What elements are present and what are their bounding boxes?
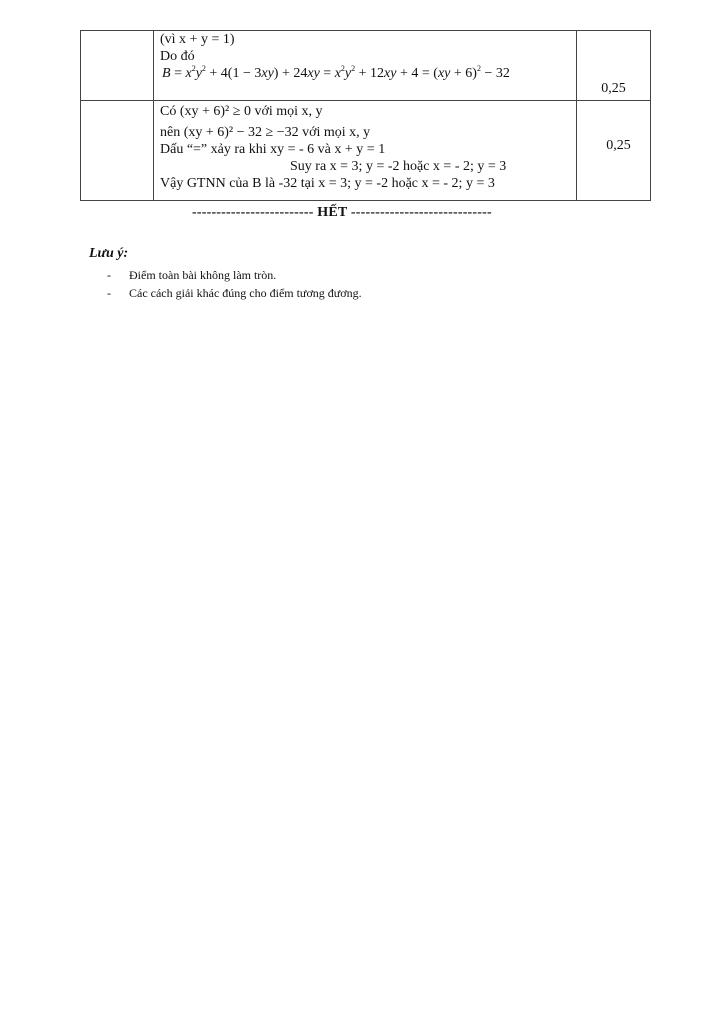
notes-title: Lưu ý: bbox=[89, 246, 129, 261]
solution-line: Có (xy + 6)² ≥ 0 với mọi x, y bbox=[160, 104, 323, 119]
notes-list bbox=[89, 266, 362, 302]
bullet-dash: - bbox=[107, 286, 111, 300]
list-item bbox=[89, 284, 362, 302]
list-item bbox=[89, 266, 362, 284]
end-marker: ------------------------- HẾT ----------------------------- bbox=[192, 205, 492, 220]
score-value: 0,25 bbox=[601, 81, 626, 96]
note-text: Điểm toàn bài không làm tròn. bbox=[129, 268, 277, 282]
grading-table bbox=[80, 30, 651, 201]
conclusion-line: Vậy GTNN của B là -32 tại x = 3; y = -2 hoặc x = - 2; y = 3 bbox=[160, 176, 495, 191]
question-cell bbox=[81, 101, 154, 201]
solution-line: Dấu “=” xảy ra khi xy = - 6 và x + y = 1 bbox=[160, 142, 386, 157]
solution-line: Do đó bbox=[160, 49, 195, 64]
solution-line: Suy ra x = 3; y = -2 hoặc x = - 2; y = 3 bbox=[290, 159, 507, 174]
bullet-dash: - bbox=[107, 268, 111, 282]
formula-line bbox=[154, 65, 576, 82]
solution-line: nên (xy + 6)² − 32 ≥ −32 với mọi x, y bbox=[160, 125, 371, 140]
table-row bbox=[81, 101, 651, 201]
score-cell bbox=[577, 101, 651, 201]
note-text: Các cách giải khác đúng cho điểm tương đương. bbox=[129, 286, 362, 300]
solution-line: (vì x + y = 1) bbox=[160, 32, 235, 47]
score-value: 0,25 bbox=[606, 138, 631, 153]
table-row bbox=[81, 31, 651, 101]
score-cell bbox=[577, 31, 651, 101]
question-cell bbox=[81, 31, 154, 101]
solution-cell bbox=[154, 31, 577, 101]
formula-rendered: $B = x^2y^2 + 4(1 - 3xy) + 24xy = x^2y^2 + 12xy + 4 = (xy + 6)^2 - 32$ bbox=[162, 64, 510, 81]
solution-cell bbox=[154, 101, 577, 201]
